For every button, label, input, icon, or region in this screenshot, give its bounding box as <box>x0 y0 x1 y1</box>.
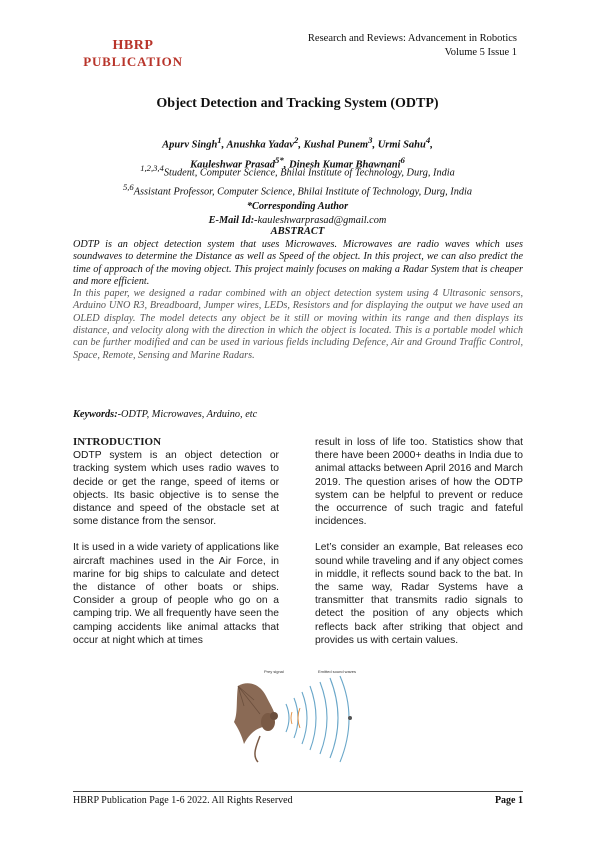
email-link[interactable]: kauleshwarprasad@gmail.com <box>257 214 387 226</box>
figure-label-left: Prey signal <box>264 669 284 674</box>
corresponding-author: *Corresponding Author <box>246 200 349 212</box>
bat-icon <box>234 683 278 762</box>
affiliation-1 <box>60 161 535 180</box>
author-name: Dinesh Kumar Bhawnani <box>289 159 401 170</box>
echo-waves <box>291 708 300 728</box>
author-name: Kauleshwar Prasad <box>190 159 276 170</box>
affiliation-2 <box>60 180 535 199</box>
abstract-body <box>73 239 523 362</box>
intro-paragraph-1: ODTP system is an object detection or tracking system which uses radio waves to decide or get the range, speed of items or objects. Its basic objective is to sense the distance and speed of the obstacle set at some distance from the sensor. <box>73 450 279 528</box>
affiliation-text: Student, Computer Science, Bhilai Institute of Technology, Durg, India <box>163 167 455 179</box>
affiliation-sup: 5,6 <box>122 182 134 193</box>
target-object <box>348 716 352 720</box>
author-name: Kushal Punem <box>303 139 369 151</box>
footer-copyright: HBRP Publication Page 1-6 2022. All Rights Reserved <box>73 795 293 806</box>
author-sup: 1 <box>217 135 222 145</box>
author-name: Apurv Singh <box>162 139 218 151</box>
publisher-logo <box>80 38 186 70</box>
column-left <box>73 436 279 660</box>
footer-divider <box>73 791 523 792</box>
abstract-paragraph-2: In this paper, we designed a radar combined with an object detection system using 4 Ultrasonic sensors, Arduino UNO R3, Breadboard, Jumper wires, LEDs, Resistors and for displaying the output we have used an OLED display. The model detects any object be it still or moving within its range and then displays its distance, and velocity along with the direction in which the object is located. This is a portable model which can be further modified and can be used in various fields including Defence, Air and Ground Traffic Control, Space, Remote, Sensing and Marine Radars. <box>73 288 523 361</box>
author-sup: 3 <box>368 135 373 145</box>
author-name: Anushka Yadav <box>226 139 294 151</box>
abstract-heading: ABSTRACT <box>270 226 325 237</box>
keywords-text: -ODTP, Microwaves, Arduino, etc <box>117 409 258 420</box>
sound-waves <box>286 676 349 762</box>
author-sup: 6 <box>400 154 405 165</box>
column-right <box>315 436 523 660</box>
author-list: Apurv Singh$^1$, Anushka Yadav$^2$, Kushal Punem$^3$, Urmi Sahu$^4$, Kauleshwar Prasad$^{5*}$, Dinesh Kumar Bhawnani$^6$ <box>162 135 433 170</box>
intro-paragraph-4: Let’s consider an example, Bat releases eco sound while traveling and if any object comes in middle, it reflects sound back to the bat. In the same way, Radar Systems have a transmitter that transmits radio signals to detect the position of any objects which reflects back after striking that object and provides us with certain values. <box>315 542 523 646</box>
affiliations <box>60 161 535 228</box>
logo-line-1: HBRP <box>112 38 154 53</box>
abstract-paragraph-1: ODTP is an object detection system that uses Microwaves. Microwaves are radio waves which uses soundwaves to determine the Distance as well as Speed of the object. In this project, we can also predict the time of approach of the moving object. This project mainly focuses on making a Radar System that is cheaper and more efficient. <box>73 239 523 287</box>
keywords-label: Keywords: <box>73 409 118 420</box>
journal-volume: Volume 5 Issue 1 <box>444 47 517 58</box>
author-sup: 4 <box>425 135 431 145</box>
figure-label-right: Emitted sound waves <box>318 669 357 674</box>
journal-header <box>308 32 517 60</box>
paper-title: Object Detection and Tracking System (ODTP) <box>156 96 439 111</box>
author-sup: 2 <box>293 135 299 145</box>
section-heading-introduction: INTRODUCTION <box>73 436 162 448</box>
affiliation-sup: 1,2,3,4 <box>140 163 164 173</box>
bat-echolocation-figure <box>230 666 368 770</box>
affiliation-text: Assistant Professor, Computer Science, Bhilai Institute of Technology, Durg, India <box>133 186 473 198</box>
keywords <box>73 409 257 420</box>
intro-paragraph-2: It is used in a wide variety of applications like aircraft machines used in the Air Force, in marine for big ships to calculate and detect the distance of other boats or ships. Consider a group of people who go on a camping trip. We all frequently have seen the camping accidents like animal attacks that occur at night which at times <box>73 542 279 646</box>
author-sup: 5* <box>275 154 284 165</box>
email-label: E-Mail Id:- <box>208 214 258 226</box>
logo-line-2: PUBLICATION <box>83 54 183 69</box>
journal-name: Research and Reviews: Advancement in Robotics <box>307 33 517 44</box>
intro-paragraph-3: result in loss of life too. Statistics show that there have been 2000+ deaths in India due to animal attacks between April 2016 and March 2019. The question arises of how the ODTP system can be helpful to prevent or reduce the occurrence of such tragic and fateful incidences. <box>315 437 523 528</box>
author-name: Urmi Sahu <box>377 139 426 151</box>
footer-page-number: Page 1 <box>494 795 523 806</box>
